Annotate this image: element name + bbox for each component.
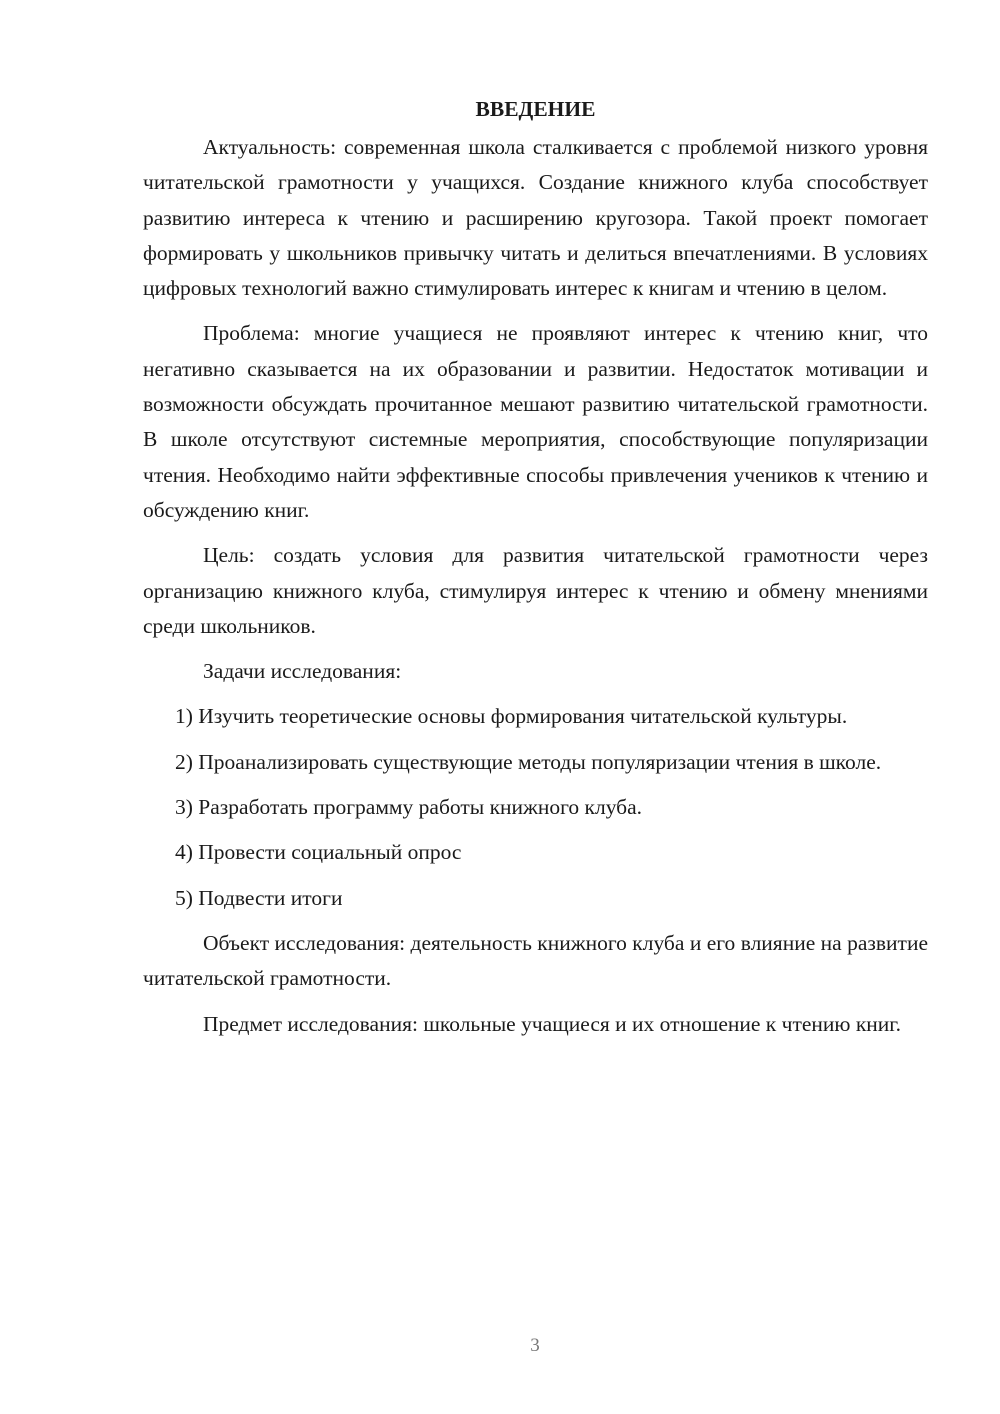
task-item-2: 2) Проанализировать существующие методы популяризации чтения в школе. [175, 749, 882, 774]
goal-paragraph: Цель: создать условия для развития читательской грамотности через организацию книжного клуба, стимулируя интерес к чтению и обмену мнениями среди школьников. [143, 543, 928, 638]
page-number: 3 [530, 1335, 540, 1356]
page-content [143, 92, 928, 1052]
task-item-3: 3) Разработать программу работы книжного клуба. [175, 795, 643, 820]
task-item-1: 1) Изучить теоретические основы формирования читательской культуры. [175, 704, 848, 729]
section-title: ВВЕДЕНИЕ [475, 97, 596, 121]
relevance-paragraph: Актуальность: современная школа сталкивается с проблемой низкого уровня читательской грамотности у учащихся. Создание книжного клуба способствует развитию интереса к чтению и расширению кругозора. Такой проект помогает формировать у школьников привычку читать и делиться впечатлениями. В условиях цифровых технологий важно стимулировать интерес к книгам и чтению в целом. [143, 135, 928, 301]
problem-paragraph: Проблема: многие учащиеся не проявляют интерес к чтению книг, что негативно сказывается на их образовании и развитии. Недостаток мотивации и возможности обсуждать прочитанное мешают развитию читательской грамотности. В школе отсутствуют системные мероприятия, способствующие популяризации чтения. Необходимо найти эффективные способы привлечения учеников к чтению и обсуждению книг. [143, 321, 928, 522]
task-item-5: 5) Подвести итоги [175, 885, 343, 910]
subject-paragraph: Предмет исследования: школьные учащиеся и их отношение к чтению книг. [203, 1011, 902, 1036]
task-item-4: 4) Провести социальный опрос [175, 840, 462, 865]
tasks-heading: Задачи исследования: [203, 659, 402, 684]
object-paragraph: Объект исследования: деятельность книжного клуба и его влияние на развитие читательской грамотности. [143, 930, 928, 991]
